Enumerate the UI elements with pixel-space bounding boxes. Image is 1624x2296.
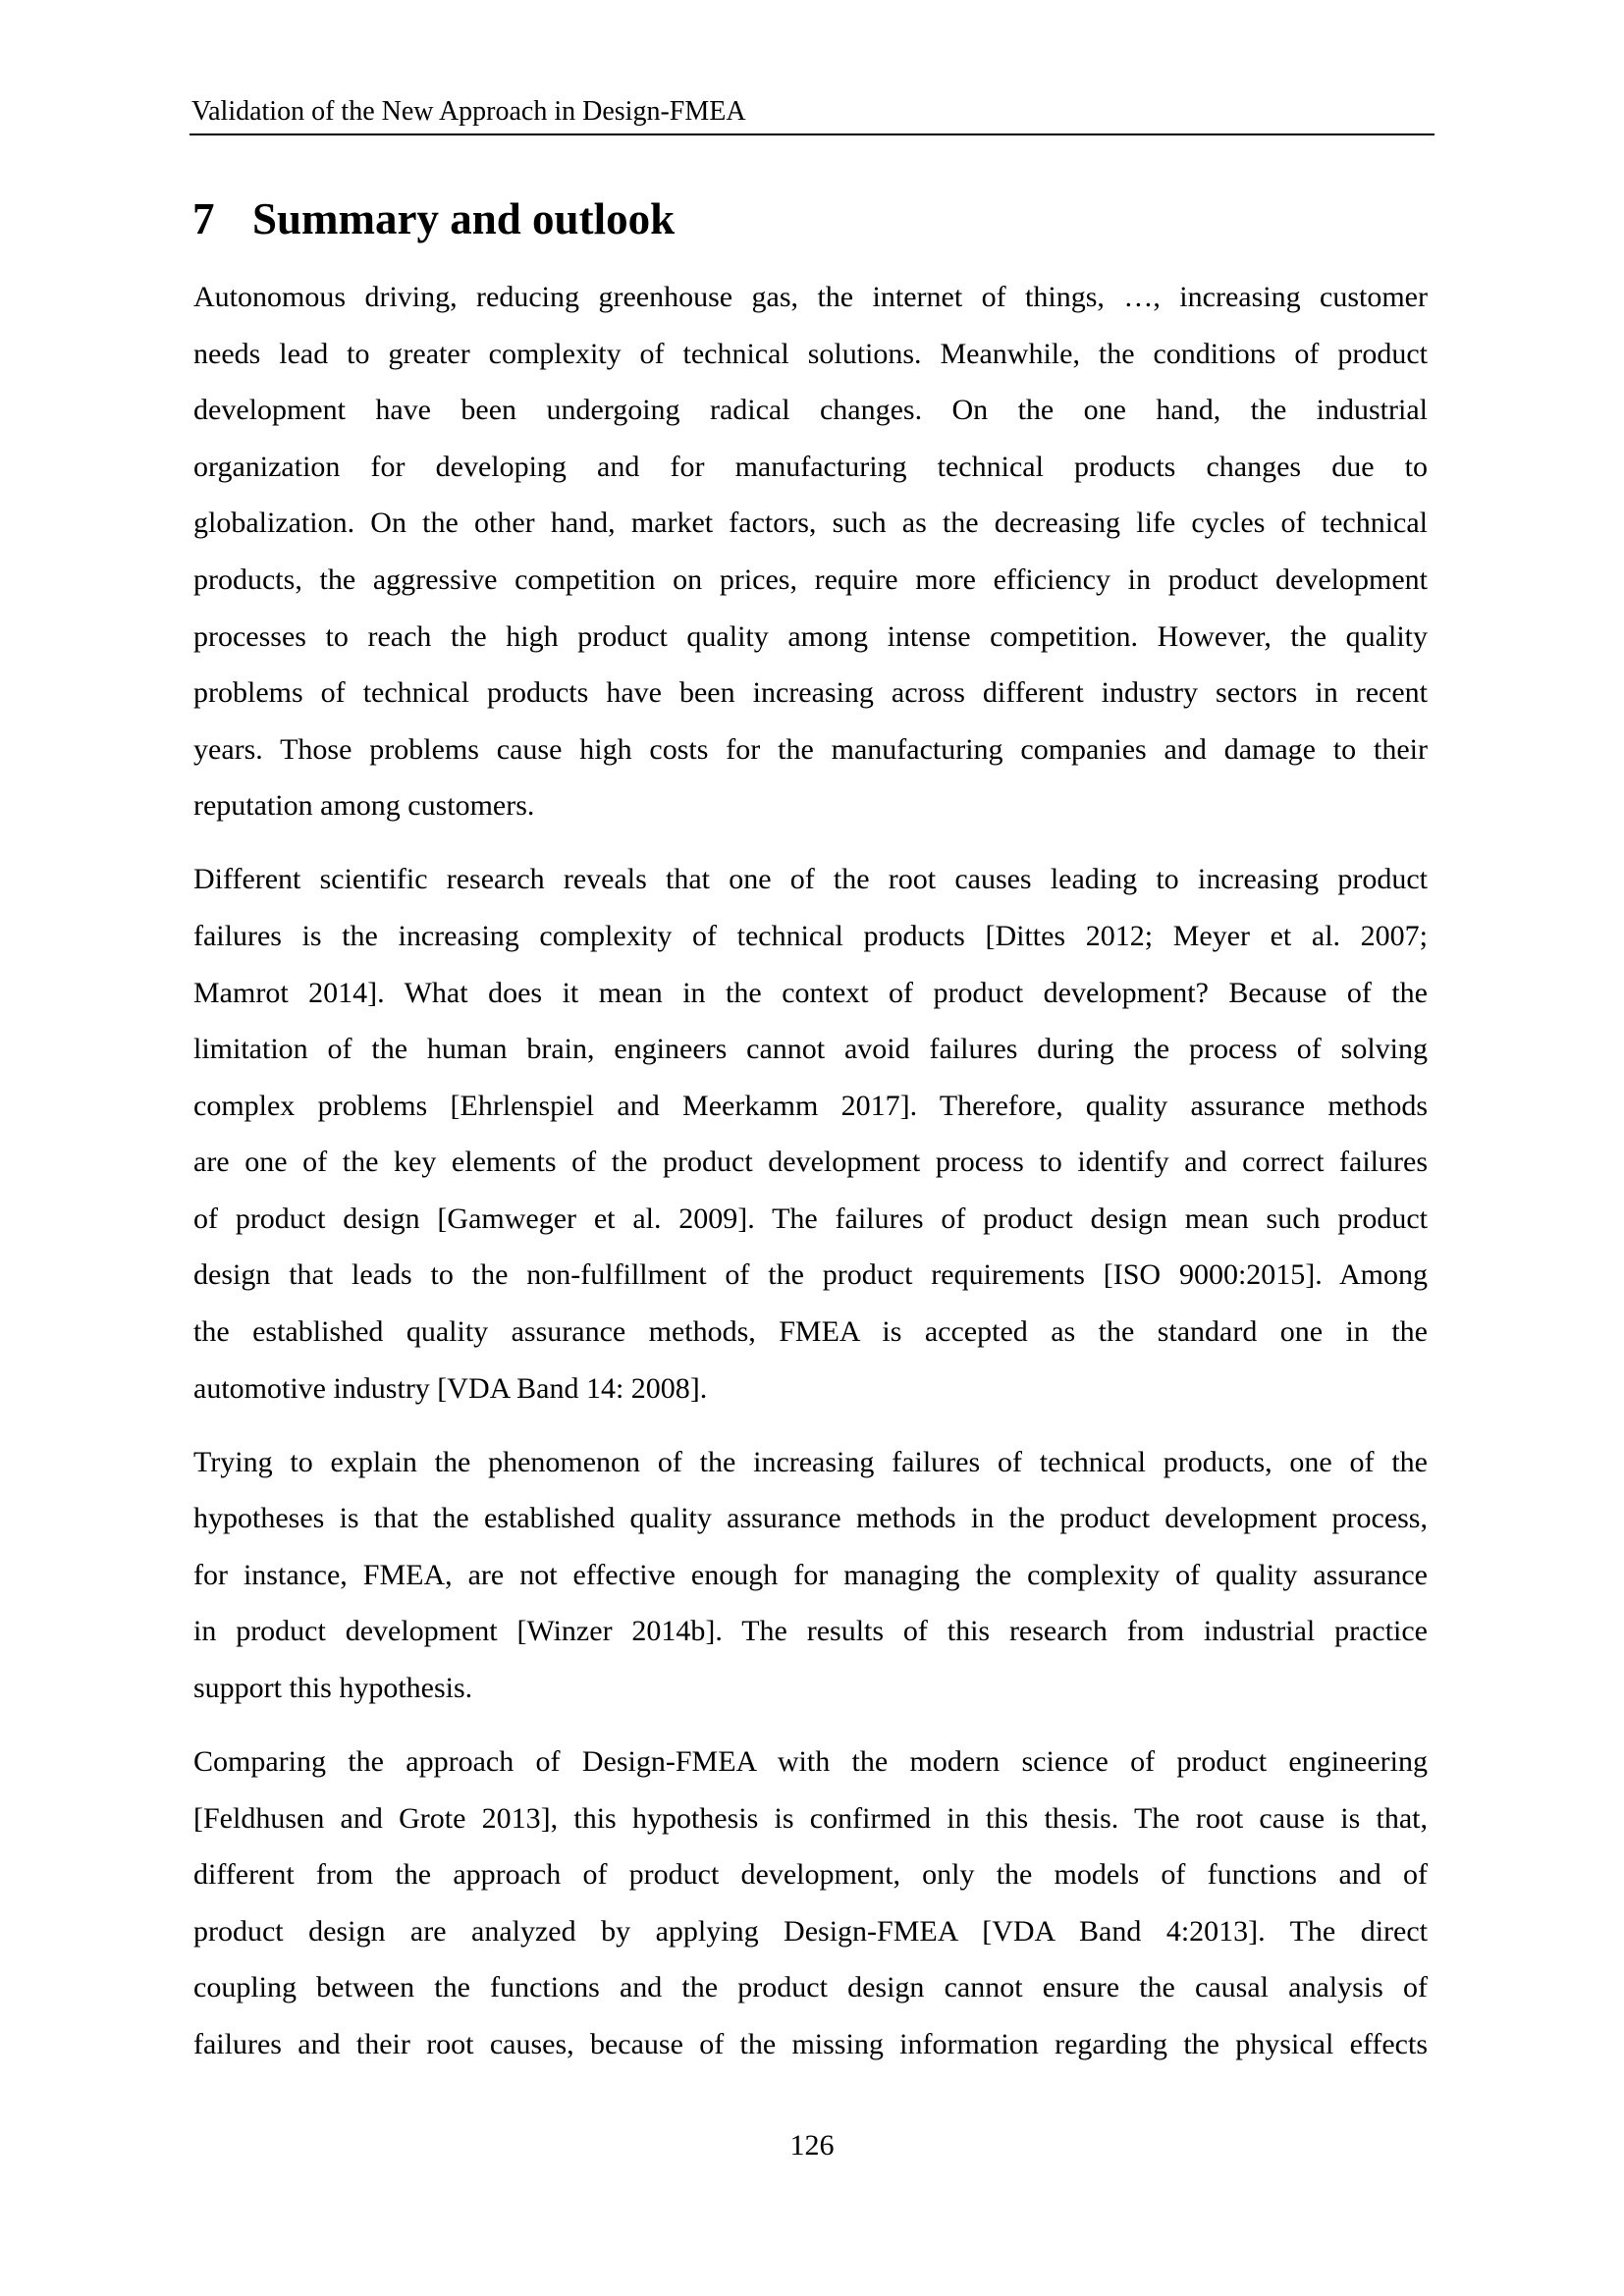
text-line: [Feldhusen and Grote 2013], this hypothesis is confirmed in this thesis. The root cause is that, [193, 1801, 1428, 1835]
text-line: processes to reach the high product quality among intense competition. However, the quality [193, 619, 1428, 653]
text-line: for instance, FMEA, are not effective enough for managing the complexity of quality assurance [193, 1558, 1428, 1591]
body-text [193, 269, 1428, 2090]
text-line: support this hypothesis. [193, 1672, 473, 1705]
text-line: limitation of the human brain, engineers cannot avoid failures during the process of solving [193, 1033, 1428, 1066]
text-line: needs lead to greater complexity of technical solutions. Meanwhile, the conditions of product [193, 337, 1428, 370]
text-line: in product development [Winzer 2014b]. The results of this research from industrial practice [193, 1615, 1428, 1648]
text-line: coupling between the functions and the product design cannot ensure the causal analysis of [193, 1971, 1428, 2004]
text-line: automotive industry [VDA Band 14: 2008]. [193, 1371, 708, 1405]
text-line: hypotheses is that the established quality assurance methods in the product development process, [193, 1502, 1428, 1535]
paragraph-3 [193, 1434, 1428, 1717]
text-line: failures and their root causes, because of the missing information regarding the physical effects [193, 2027, 1428, 2060]
text-line: are one of the key elements of the product development process to identify and correct failures [193, 1146, 1428, 1179]
text-line: Autonomous driving, reducing greenhouse gas, the internet of things, …, increasing customer [193, 281, 1428, 313]
text-line: failures is the increasing complexity of technical products [Dittes 2012; Meyer et al. 2007; [193, 919, 1428, 952]
chapter-title: Summary and outlook [252, 194, 676, 243]
paragraph-2 [193, 851, 1428, 1416]
text-line: Trying to explain the phenomenon of the increasing failures of technical products, one of the [193, 1445, 1428, 1478]
page-number: 126 [789, 2129, 835, 2162]
text-line: problems of technical products have been increasing across different industry sectors in recent [193, 676, 1428, 710]
text-line: globalization. On the other hand, market factors, such as the decreasing life cycles of technical [193, 507, 1428, 540]
paragraph-1 [193, 269, 1428, 834]
text-line: development have been undergoing radical changes. On the one hand, the industrial [193, 394, 1428, 427]
chapter-heading [192, 192, 675, 245]
running-header: Validation of the New Approach in Design-FMEA [191, 96, 746, 127]
header-rule [189, 133, 1435, 135]
text-line: complex problems [Ehrlenspiel and Meerkamm 2017]. Therefore, quality assurance methods [193, 1089, 1428, 1122]
text-line: years. Those problems cause high costs for the manufacturing companies and damage to their [193, 732, 1428, 766]
text-line: the established quality assurance methods, FMEA is accepted as the standard one in the [193, 1315, 1428, 1349]
text-line: products, the aggressive competition on prices, require more efficiency in product development [193, 562, 1428, 596]
text-line: different from the approach of product development, only the models of functions and of [193, 1858, 1428, 1892]
text-line: reputation among customers. [193, 789, 535, 823]
text-line: Comparing the approach of Design-FMEA with the modern science of product engineering [193, 1745, 1428, 1779]
text-line: design that leads to the non-fulfillment of the product requirements [ISO 9000:2015]. Among [193, 1258, 1428, 1292]
text-line: organization for developing and for manufacturing technical products changes due to [193, 450, 1428, 483]
chapter-number: 7 [192, 194, 215, 243]
text-line: Mamrot 2014]. What does it mean in the context of product development? Because of the [193, 976, 1428, 1009]
text-line: Different scientific research reveals that one of the root causes leading to increasing product [193, 863, 1428, 896]
text-line: of product design [Gamweger et al. 2009]. The failures of product design mean such product [193, 1201, 1428, 1235]
paragraph-4 [193, 1734, 1428, 2073]
text-line: product design are analyzed by applying Design-FMEA [VDA Band 4:2013]. The direct [193, 1914, 1428, 1948]
